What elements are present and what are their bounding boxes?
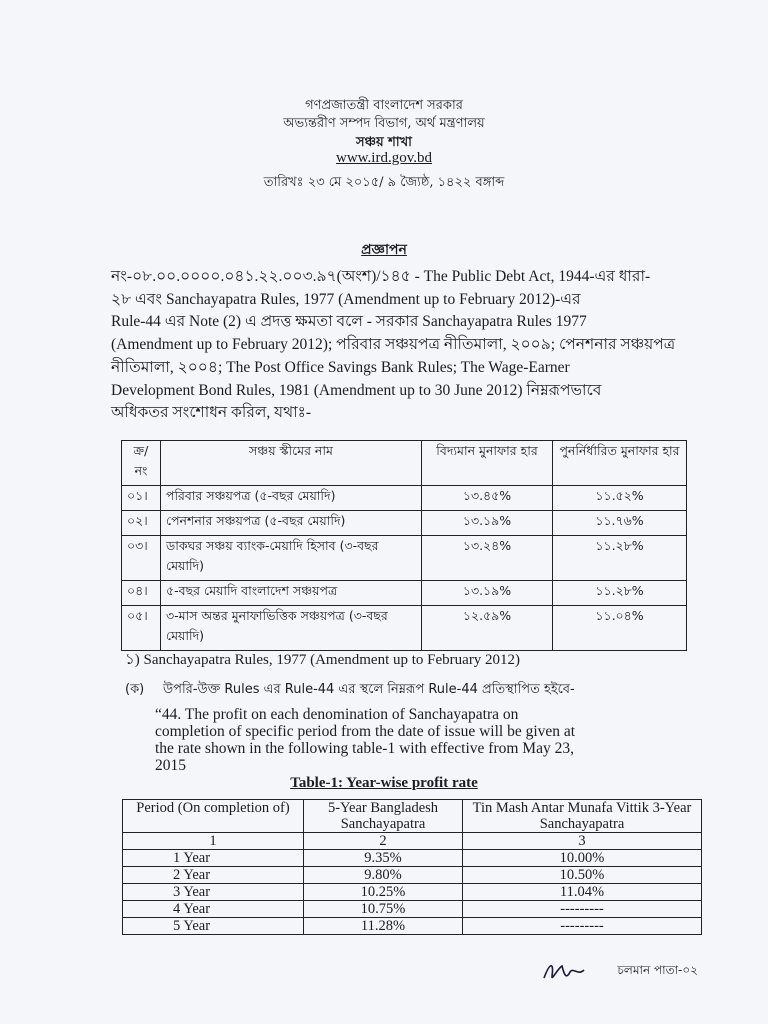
quote-line: completion of specific period from the date of issue will be given at <box>155 723 576 740</box>
col-header-period: Period (On completion of) <box>123 800 304 833</box>
col-header-revised-rate: পুনর্নির্ধারিত মুনাফার হার <box>553 441 687 486</box>
government-name: গণপ্রজাতন্ত্রী বাংলাদেশ সরকার <box>305 98 463 113</box>
savings-scheme-rate-table <box>121 440 687 651</box>
period-cell: 4 Year <box>123 901 304 918</box>
col-header-scheme: সঞ্চয় স্কীমের নাম <box>161 441 422 486</box>
scheme-cell: ৩-মাস অন্তর মুনাফাভিত্তিক সঞ্চয়পত্র (৩-বছর মেয়াদি) <box>161 606 422 651</box>
division-name: অভ্যন্তরীণ সম্পদ বিভাগ, অর্থ মন্ত্রণালয় <box>283 116 485 131</box>
intro-line: (Amendment up to February 2012); পরিবার সঞ্চয়পত্র নীতিমালা, ২০০৯; পেনশনার সঞ্চয়পত্র <box>111 336 676 354</box>
intro-line: নং-০৮.০০.০০০০.০৪১.২২.০০৩.৯৭(অংশ)/১৪৫ - The Public Debt Act, 1944-এর ধারা- <box>111 268 651 285</box>
col-header-serial: ক্র/ নং <box>122 441 161 486</box>
serial-cell: ০৩। <box>122 536 161 581</box>
revised-rate-cell: ১১.০৪% <box>553 606 687 651</box>
table-row <box>122 581 687 606</box>
table-row <box>123 850 702 867</box>
table-row <box>122 511 687 536</box>
five-year-rate-cell: 10.75% <box>304 901 463 918</box>
serial-cell: ০৪। <box>122 581 161 606</box>
column-number: 2 <box>304 833 463 850</box>
scheme-cell: পরিবার সঞ্চয়পত্র (৫-বছর মেয়াদি) <box>161 486 422 511</box>
scheme-cell: ৫-বছর মেয়াদি বাংলাদেশ সঞ্চয়পত্র <box>161 581 422 606</box>
existing-rate-cell: ১৩.১৯% <box>422 581 553 606</box>
col-header-five-year: 5-Year Bangladesh Sanchayapatra <box>304 800 463 833</box>
website-link[interactable]: www.ird.gov.bd <box>336 150 432 166</box>
existing-rate-cell: ১৩.২৪% <box>422 536 553 581</box>
clause-text: উপরি-উক্ত Rules এর Rule-44 এর স্থলে নিম্নরূপ Rule-44 প্রতিস্থাপিত হইবে- <box>163 682 575 697</box>
revised-rate-cell: ১১.২৮% <box>553 581 687 606</box>
rule-44-quote <box>155 706 705 774</box>
table-header-row <box>123 800 702 833</box>
table-row <box>122 606 687 651</box>
intro-line: Development Bond Rules, 1981 (Amendment up to 30 June 2012) নিম্নরূপভাবে <box>111 381 602 399</box>
table-row <box>123 867 702 884</box>
table-row <box>122 486 687 511</box>
existing-rate-cell: ১৩.৪৫% <box>422 486 553 511</box>
table-row <box>122 536 687 581</box>
intro-line: অধিকতর সংশোধন করিল, যথাঃ- <box>111 404 312 422</box>
quote-line: 2015 <box>155 757 186 774</box>
intro-line: ২৮ এবং Sanchayapatra Rules, 1977 (Amendment up to February 2012)-এর <box>111 290 581 308</box>
five-year-rate-cell: 10.25% <box>304 884 463 901</box>
revised-rate-cell: ১১.৭৬% <box>553 511 687 536</box>
five-year-rate-cell: 11.28% <box>304 918 463 935</box>
quote-line: “44. The profit on each denomination of Sanchayapatra on <box>155 706 519 723</box>
table-row <box>123 918 702 935</box>
column-number-row <box>123 833 702 850</box>
table-header-row <box>122 441 687 486</box>
serial-cell: ০৫। <box>122 606 161 651</box>
section-1-ka <box>125 680 575 701</box>
revised-rate-cell: ১১.৫২% <box>553 486 687 511</box>
section-1-heading: ১) Sanchayapatra Rules, 1977 (Amendment up to February 2012) <box>125 652 521 668</box>
intro-line: নীতিমালা, ২০০৪; The Post Office Savings Bank Rules; The Wage-Earner <box>111 358 570 376</box>
period-cell: 2 Year <box>123 867 304 884</box>
existing-rate-cell: ১৩.১৯% <box>422 511 553 536</box>
three-year-rate-cell: 10.00% <box>463 850 702 867</box>
serial-cell: ০২। <box>122 511 161 536</box>
notice-title: প্রজ্ঞাপন <box>361 242 407 258</box>
three-year-rate-cell: --------- <box>463 901 702 918</box>
clause-label: (ক) <box>125 682 145 697</box>
period-cell: 3 Year <box>123 884 304 901</box>
five-year-rate-cell: 9.80% <box>304 867 463 884</box>
quote-line: the rate shown in the following table-1 with effective from May 23, <box>155 740 574 757</box>
table-2-caption: Table-1: Year-wise profit rate <box>290 775 478 791</box>
table-row <box>123 884 702 901</box>
col-header-three-year: Tin Mash Antar Munafa Vittik 3-Year Sanchayapatra <box>463 800 702 833</box>
column-number: 3 <box>463 833 702 850</box>
three-year-rate-cell: 10.50% <box>463 867 702 884</box>
existing-rate-cell: ১২.৫৯% <box>422 606 553 651</box>
period-cell: 5 Year <box>123 918 304 935</box>
intro-paragraph <box>111 266 701 425</box>
notice-date: তারিখঃ ২৩ মে ২০১৫/ ৯ জ্যৈষ্ঠ, ১৪২২ বঙ্গাব্দ <box>263 175 505 190</box>
serial-cell: ০১। <box>122 486 161 511</box>
table-row <box>123 901 702 918</box>
three-year-rate-cell: 11.04% <box>463 884 702 901</box>
three-year-rate-cell: --------- <box>463 918 702 935</box>
branch-name: সঞ্চয় শাখা <box>356 135 412 150</box>
scheme-cell: পেনশনার সঞ্চয়পত্র (৫-বছর মেয়াদি) <box>161 511 422 536</box>
five-year-rate-cell: 9.35% <box>304 850 463 867</box>
scheme-cell: ডাকঘর সঞ্চয় ব্যাংক-মেয়াদি হিসাব (৩-বছর মেয়াদি) <box>161 536 422 581</box>
col-header-existing-rate: বিদ্যমান মুনাফার হার <box>422 441 553 486</box>
intro-line: Rule-44 এর Note (2) এ প্রদত্ত ক্ষমতা বলে - সরকার Sanchayapatra Rules 1977 <box>111 313 587 331</box>
revised-rate-cell: ১১.২৮% <box>553 536 687 581</box>
continued-page-note: চলমান পাতা-০২ <box>617 963 698 977</box>
period-cell: 1 Year <box>123 850 304 867</box>
column-number: 1 <box>123 833 304 850</box>
year-wise-profit-rate-table <box>122 799 702 935</box>
handwritten-signature <box>540 958 586 986</box>
